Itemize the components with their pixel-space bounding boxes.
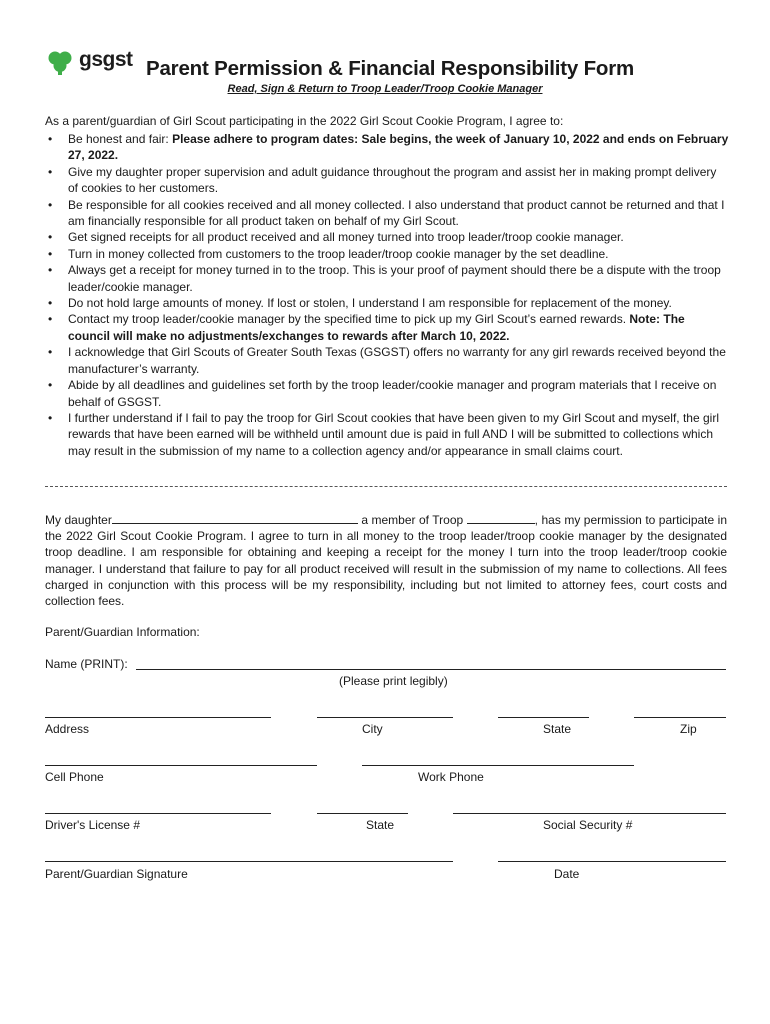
state-label: State: [543, 722, 572, 736]
agreement-paragraph: My daughter a member of Troop , has my permission to participate in the 2022 Girl Scout Cookie Program. I agree to turn in all money to the troop leader/troop cookie manager by the designated troop deadline. I am responsible for obtaining and keeping a receipt for the money I turn into the troop leader/troop cookie manager. I understand that failure to pay for all product received will result in the submission of my name to collections. All fees charged in conjunction with this process will be my responsibility, including but not limited to attorney fees, court costs and collection fees.: [45, 513, 727, 609]
trefoil-icon: [46, 50, 74, 76]
form-title: Parent Permission & Financial Responsibility Form: [146, 57, 635, 80]
list-item: • Always get a receipt for money turned in to the troop. This is your proof of payment should there be a dispute with the troop leader/cookie manager.: [45, 262, 729, 295]
name-print-label: Name (PRINT):: [45, 657, 128, 671]
date-label: Date: [554, 867, 580, 881]
work-phone-label: Work Phone: [418, 770, 484, 784]
cell-phone-field[interactable]: [45, 765, 317, 766]
list-item: • Be honest and fair: Please adhere to program dates: Sale begins, the week of January 10, 2022 and ends on February 27, 2022.: [45, 131, 729, 164]
list-item: • Abide by all deadlines and guidelines set forth by the troop leader/cookie manager and program materials that I receive on behalf of GSGST.: [45, 377, 729, 410]
list-item: • I further understand if I fail to pay the troop for Girl Scout cookies that have been given to my Girl Scout and myself, the girl rewards that have been earned will be withheld until amount due is paid in full AND I will be submitted to collections which may result in the submission of my name to a collection agency and/or appearance in small claims court.: [45, 410, 729, 459]
troop-number-field[interactable]: [467, 512, 535, 524]
agreement-list: [45, 131, 729, 459]
name-print-field[interactable]: [136, 669, 726, 670]
address-field[interactable]: [45, 717, 271, 718]
list-item: • Turn in money collected from customers to the troop leader/troop cookie manager by the set deadline.: [45, 246, 729, 262]
logo-wordmark: gsgst: [79, 48, 133, 71]
signature-label: Parent/Guardian Signature: [45, 867, 188, 881]
drivers-license-label: Driver's License #: [45, 818, 140, 832]
license-state-label: State: [366, 818, 395, 832]
list-item: • Be responsible for all cookies received and all money collected. I also understand that product cannot be returned and that I am financially responsible for all product taken on behalf of my Girl Scout.: [45, 197, 729, 230]
list-item: • Get signed receipts for all product received and all money turned into troop leader/troop cookie manager.: [45, 229, 729, 245]
list-item: • Give my daughter proper supervision and adult guidance throughout the program and assist her in making prompt delivery of cookies to her customers.: [45, 164, 729, 197]
intro-text: As a parent/guardian of Girl Scout participating in the 2022 Girl Scout Cookie Program, I agree to:: [45, 114, 564, 128]
parent-info-heading: Parent/Guardian Information:: [45, 625, 200, 639]
state-field[interactable]: [498, 717, 589, 718]
work-phone-field[interactable]: [362, 765, 634, 766]
signature-field[interactable]: [45, 861, 453, 862]
city-field[interactable]: [317, 717, 453, 718]
zip-label: Zip: [680, 722, 697, 736]
list-item: • Do not hold large amounts of money. If lost or stolen, I understand I am responsible for replacement of the money.: [45, 295, 729, 311]
print-hint: (Please print legibly): [339, 674, 448, 688]
city-label: City: [362, 722, 383, 736]
drivers-license-field[interactable]: [45, 813, 271, 814]
ssn-field[interactable]: [453, 813, 726, 814]
license-state-field[interactable]: [317, 813, 408, 814]
ssn-label: Social Security #: [543, 818, 633, 832]
cell-phone-label: Cell Phone: [45, 770, 104, 784]
daughter-name-field[interactable]: [112, 512, 358, 524]
cut-line-divider: [45, 486, 727, 487]
zip-field[interactable]: [634, 717, 726, 718]
gsgst-logo: [46, 48, 138, 78]
address-label: Address: [45, 722, 90, 736]
list-item: • Contact my troop leader/cookie manager by the specified time to pick up my Girl Scout’s earned rewards. Note: The council will make no adjustments/exchanges to rewards after March 10, 2022.: [45, 311, 729, 344]
list-item: • I acknowledge that Girl Scouts of Greater South Texas (GSGST) offers no warranty for any girl rewards received beyond the manufacturer’s warranty.: [45, 344, 729, 377]
form-subtitle: Read, Sign & Return to Troop Leader/Troop Cookie Manager: [227, 83, 543, 95]
date-field[interactable]: [498, 861, 726, 862]
